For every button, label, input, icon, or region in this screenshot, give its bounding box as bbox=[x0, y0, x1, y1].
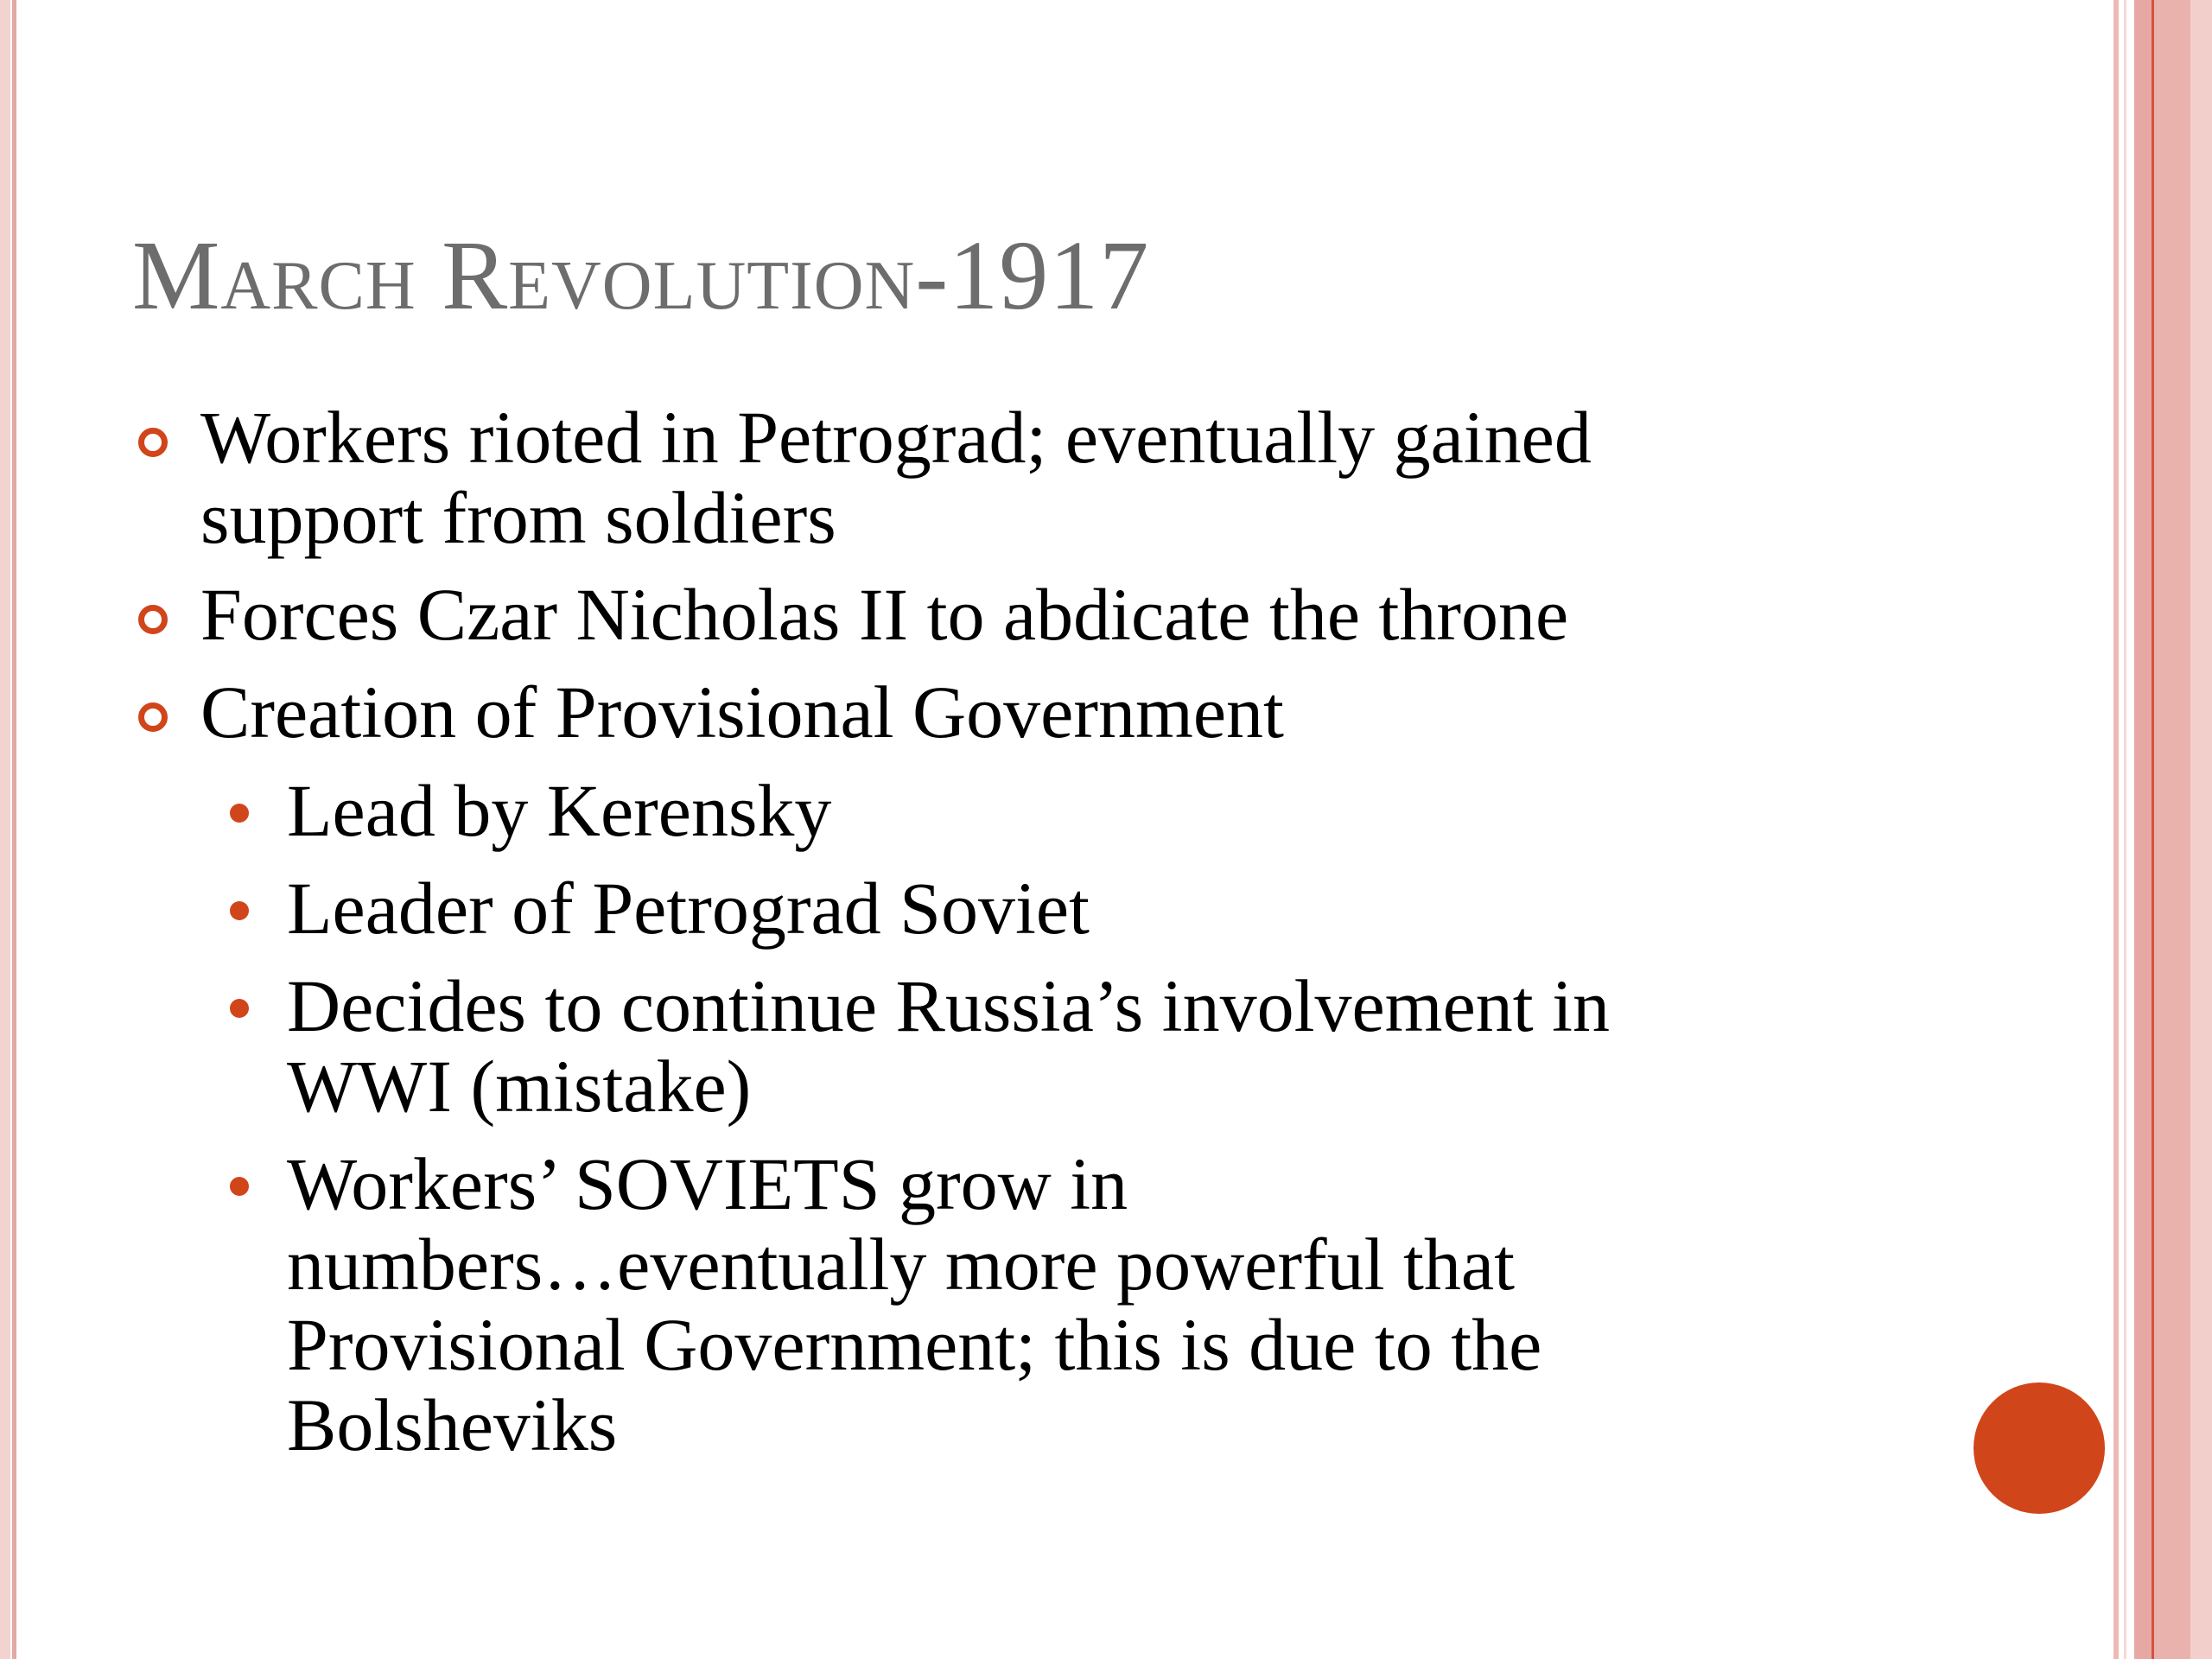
filled-bullet-icon bbox=[230, 1177, 249, 1196]
sub-bullet-line: Provisional Government; this is due to the bbox=[287, 1303, 1542, 1386]
sub-bullet-line: numbers…eventually more powerful that bbox=[287, 1223, 1515, 1306]
filled-bullet-icon bbox=[230, 804, 249, 823]
hollow-bullet-icon bbox=[138, 428, 168, 457]
slide-title: March Revolution-1917 bbox=[132, 220, 1150, 330]
hollow-bullet-icon bbox=[138, 605, 168, 634]
sub-bullet-line: Workers’ SOVIETS grow in bbox=[287, 1142, 1128, 1225]
sub-bullet-line: Bolsheviks bbox=[287, 1383, 618, 1466]
filled-bullet-icon bbox=[230, 901, 249, 920]
bullet-line: Forces Czar Nicholas II to abdicate the throne bbox=[200, 573, 1569, 656]
bullet-line: Creation of Provisional Government bbox=[200, 671, 1284, 753]
hollow-bullet-icon bbox=[138, 702, 168, 732]
filled-bullet-icon bbox=[230, 999, 249, 1018]
sub-bullet-line: Leader of Petrograd Soviet bbox=[287, 867, 1090, 950]
bullet-line: support from soldiers bbox=[200, 476, 836, 559]
sub-bullet-line: Lead by Kerensky bbox=[287, 769, 832, 852]
sub-bullet-line: WWI (mistake) bbox=[287, 1045, 752, 1128]
bullet-line: Workers rioted in Petrograd; eventually gained bbox=[200, 396, 1592, 479]
sub-bullet-line: Decides to continue Russia’s involvement in bbox=[287, 964, 1611, 1047]
